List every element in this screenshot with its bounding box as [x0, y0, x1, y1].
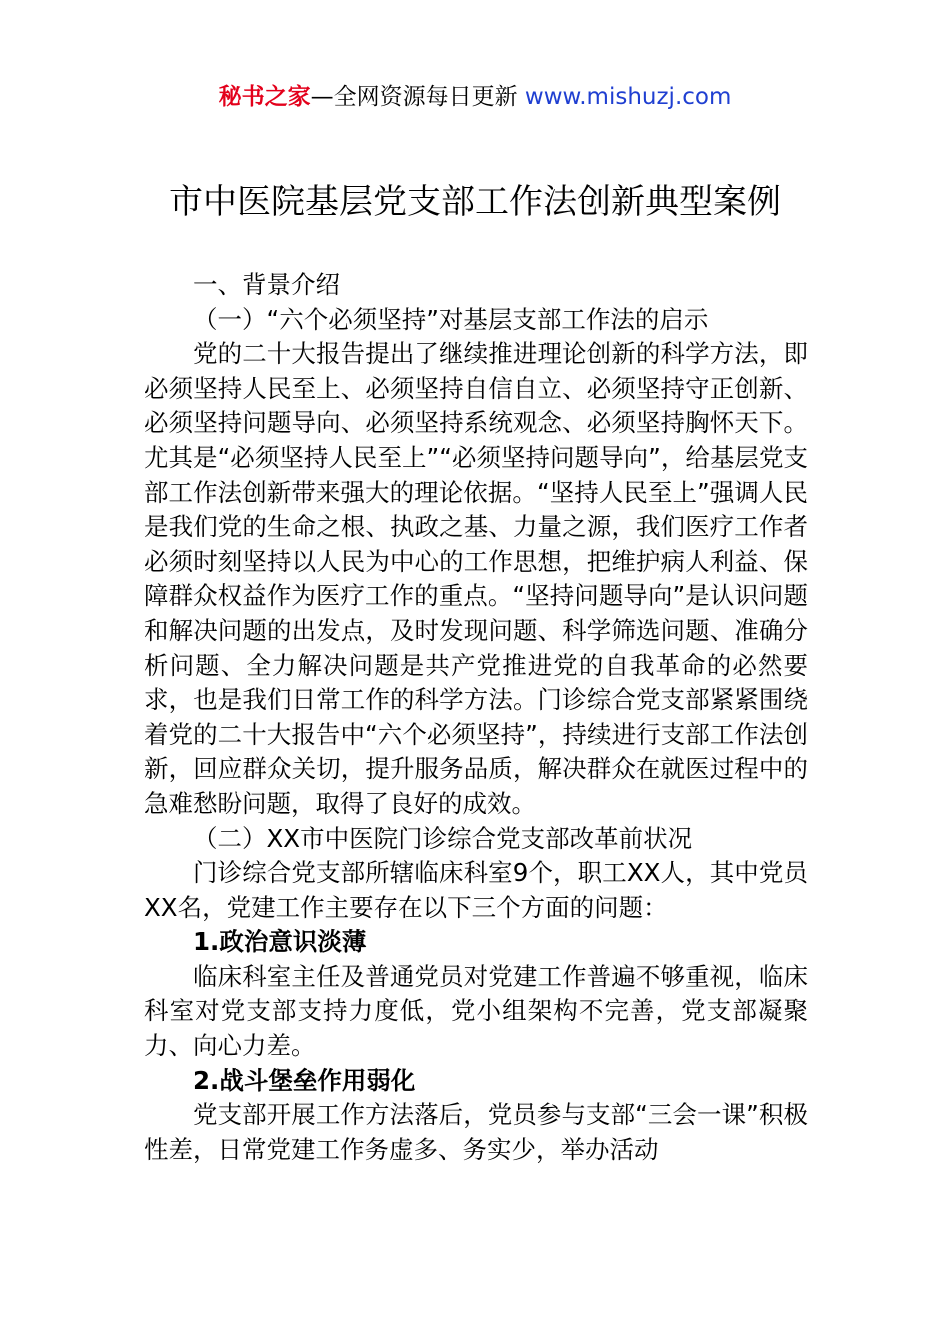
subsection-heading-status: （二）XX市中医院门诊综合党支部改革前状况	[193, 823, 693, 853]
item-heading-political-awareness: 1.政治意识淡薄	[193, 927, 367, 957]
header-brand: 秘书之家	[218, 84, 311, 110]
header-url-link[interactable]: www.mishuzj.com	[524, 84, 732, 110]
paragraph-political-awareness: 临床科室主任及普通党员对党建工作普遍不够重视，临床科室对党支部支持力度低，党小组架构不完善，党支部凝聚力、向心力差。	[144, 961, 808, 1061]
paragraph-status: 门诊综合党支部所辖临床科室9个，职工XX人，其中党员XX名，党建工作主要存在以下三个方面的问题：	[144, 858, 808, 922]
item-heading-fortress-role: 2.战斗堡垒作用弱化	[193, 1065, 416, 1095]
section-heading-background: 一、背景介绍	[193, 270, 340, 299]
document-title: 市中医院基层党支部工作法创新典型案例	[169, 182, 781, 222]
site-header	[0, 80, 950, 114]
paragraph-inspiration: 党的二十大报告提出了继续推进理论创新的科学方法，即必须坚持人民至上、必须坚持自信自立、必须坚持守正创新、必须坚持问题导向、必须坚持系统观念、必须坚持胸怀天下。尤其是“必须坚持人民至上”“必须坚持问题导向”，给基层党支部工作法创新带来强大的理论依据。“坚持人民至上”强调人民是我们党的生命之根、执政之基、力量之源，我们医疗工作者必须时刻坚持以人民为中心的工作思想，把维护病人利益、保障群众权益作为医疗工作的重点。“坚持问题导向”是认识问题和解决问题的出发点，及时发现问题、科学筛选问题、准确分析问题、全力解决问题是共产党推进党的自我革命的必然要求，也是我们日常工作的科学方法。门诊综合党支部紧紧围绕着党的二十大报告中“六个必须坚持”，持续进行支部工作法创新，回应群众关切，提升服务品质，解决群众在就医过程中的急难愁盼问题，取得了良好的成效。	[144, 339, 808, 818]
header-tagline: —全网资源每日更新	[310, 84, 525, 110]
paragraph-fortress-role: 党支部开展工作方法落后，党员参与支部“三会一课”积极性差，日常党建工作务虚多、务实少，举办活动	[144, 1100, 808, 1164]
document-body	[144, 268, 808, 1167]
subsection-heading-inspiration: （一）“六个必须坚持”对基层支部工作法的启示	[193, 304, 709, 334]
